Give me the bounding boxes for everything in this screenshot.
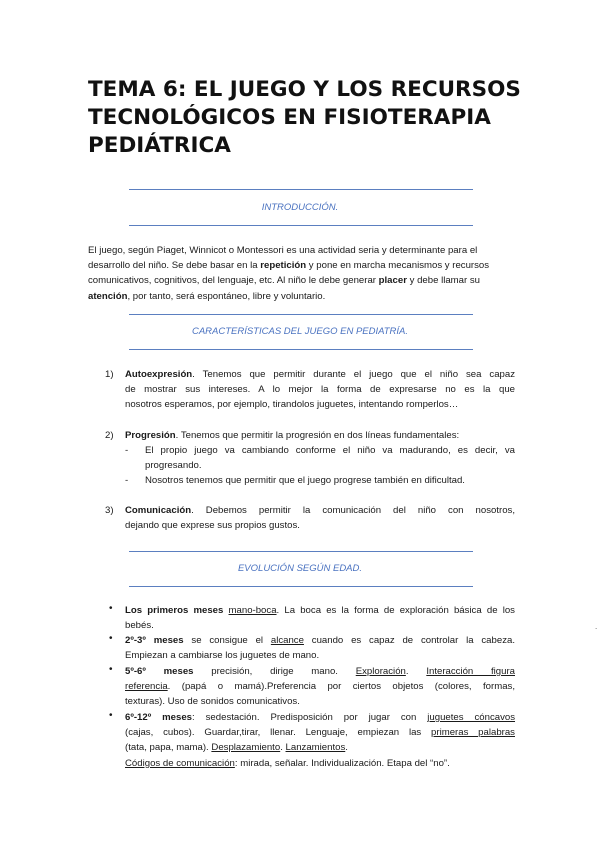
title-line-3: PEDIÁTRICA [88, 133, 231, 158]
bullet-item-primeros-meses: Los primeros meses mano-boca. La boca es la forma de exploración básica de los bebés. [125, 605, 515, 632]
title-line-1: TEMA 6: EL JUEGO Y LOS RECURSOS [88, 77, 521, 102]
intro-line: desarrollo del niño. Se debe basar en la repetición y pone en marcha mecanismos y recursos [88, 260, 490, 272]
intro-line: comunicativos, cognitivos, del lenguaje, etc. Al niño le debe generar placer y debe llamar su [88, 275, 480, 287]
list-number: 3) [105, 505, 114, 516]
list-item-progresion: Progresión. Tenemos que permitir la progresión en dos líneas fundamentales: [125, 430, 460, 441]
bullet-icon: • [109, 633, 113, 644]
bullet-icon: • [109, 710, 113, 721]
intro-line: El juego, según Piaget, Winnicot o Montessori es una actividad seria y determinante para el [88, 245, 478, 256]
divider-top [129, 551, 473, 552]
divider-bottom [129, 586, 473, 587]
section-heading-caracteristicas: CARACTERÍSTICAS DEL JUEGO EN PEDIATRÍA. [191, 326, 409, 337]
divider-bottom [129, 225, 473, 226]
section-heading-introduccion: INTRODUCCIÓN. [261, 202, 339, 213]
bullet-item-2-3-meses: 2º-3º meses se consigue el alcance cuando es capaz de controlar la cabeza. Empiezan a cambiarse los juguetes de mano. [125, 635, 515, 662]
bullet-item-6-12-meses: 6º-12º meses: sedestación. Predisposición por jugar con juguetes cóncavos (cajas, cubos). Guardar,tirar, llenar. Lenguaje, empiezan las primeras palabras (tata, papa, mama). Desplazamiento. Lanzamientos. Códigos de comunicación: mirada, señalar. Individualización. Etapa del “no”. [125, 712, 516, 769]
divider-bottom [129, 349, 473, 350]
bullet-icon: • [109, 603, 113, 614]
list-number: 2) [105, 430, 114, 441]
divider-top [129, 314, 473, 315]
intro-paragraph [88, 243, 515, 304]
bullet-icon: • [109, 664, 113, 675]
sub-item: Nosotros tenemos que permitir que el juego progrese también en dificultad. [145, 475, 465, 486]
document-title [88, 76, 528, 160]
sub-dash: - [125, 475, 129, 486]
bullet-item-5-6-meses: 5º-6º meses precisión, dirige mano. Exploración. Interacción figura referencia. (papá o mamá).Preferencia por ciertos objetos (colores, formas, texturas). Uso de sonidos comunicativos. [125, 666, 515, 708]
sub-item: El propio juego va cambiando conforme el niño va madurando, es decir, va progresando. [145, 445, 515, 472]
list-item-autoexpresion: Autoexpresión. Tenemos que permitir durante el juego que el niño sea capaz de mostrar sus intereses. A lo mejor la forma de expresarse no es la que nosotros esperamos, por ejemplo, tirandolos juguetes, intentando romperlos… [125, 369, 515, 411]
intro-line: atención, por tanto, será espontáneo, libre y voluntario. [88, 290, 326, 302]
margin-mark: . [595, 622, 598, 631]
title-line-2: TECNOLÓGICOS EN FISIOTERAPIA [88, 105, 491, 130]
list-number: 1) [105, 369, 114, 380]
divider-top [129, 189, 473, 190]
section-heading-evolucion: EVOLUCIÓN SEGÚN EDAD. [237, 563, 363, 574]
sub-dash: - [125, 445, 129, 456]
list-item-comunicacion: Comunicación. Debemos permitir la comunicación del niño con nosotros, dejando que exprese sus propios gustos. [125, 505, 515, 532]
